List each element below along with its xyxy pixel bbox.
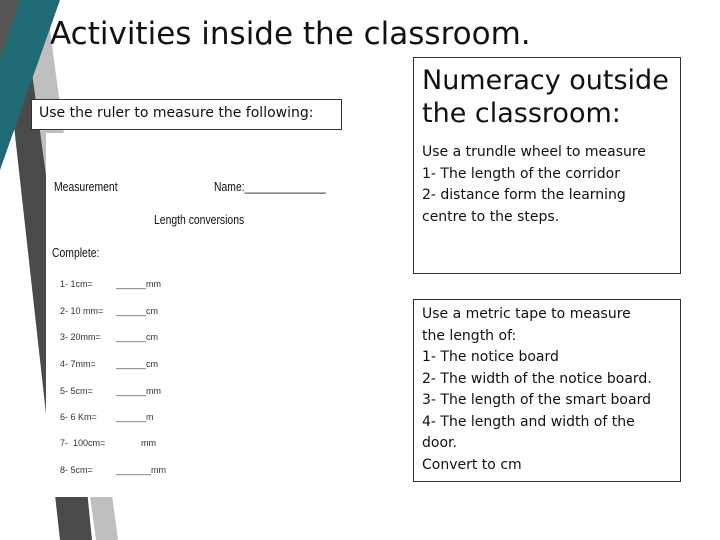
tape-task-line: door. [422, 435, 457, 451]
trundle-wheel-task: Use a trundle wheel to measure 1- The length of the corridor 2- distance form the learning centre to the steps. [422, 144, 646, 225]
worksheet-row: 7- 100cm= mm [60, 438, 156, 448]
numeracy-box [413, 57, 681, 274]
worksheet-row: 5- 5cm= ______mm [60, 386, 162, 396]
ruler-caption: Use the ruler to measure the following: [31, 99, 342, 130]
worksheet-row: 6- 6 Km= ______m [60, 412, 154, 422]
worksheet-title: Measurement [54, 179, 118, 194]
worksheet-row: 4- 7mm= ______cm [60, 359, 159, 369]
numeracy-title: Numeracy outside the classroom: [422, 65, 669, 129]
worksheet-row: 3- 20mm= ______cm [60, 332, 159, 342]
page-title: Activities inside the classroom. [50, 16, 531, 52]
tape-task-line: the length of: [422, 327, 517, 344]
tape-task-line: Convert to cm [422, 456, 522, 473]
worksheet-image [46, 133, 370, 497]
worksheet-row: 1- 1cm= ______mm [60, 279, 162, 289]
tape-task-line: 3- The length of the smart board [422, 392, 651, 408]
tape-task-line: 2- The width of the notice board. [422, 370, 652, 387]
tape-task-line: Use a metric tape to measure [422, 306, 631, 322]
tape-task-line: 1- The notice board [422, 349, 559, 365]
tape-task-line: 4- The length and width of the [422, 413, 635, 430]
metric-tape-box [413, 299, 681, 482]
worksheet-complete-label: Complete: [52, 245, 100, 260]
worksheet-row: 8- 5cm= _______mm [60, 465, 167, 475]
worksheet-name-label: Name:______________ [214, 179, 326, 194]
worksheet-row: 2- 10 mm= ______cm [60, 306, 159, 316]
worksheet-subtitle: Length conversions [154, 212, 245, 227]
